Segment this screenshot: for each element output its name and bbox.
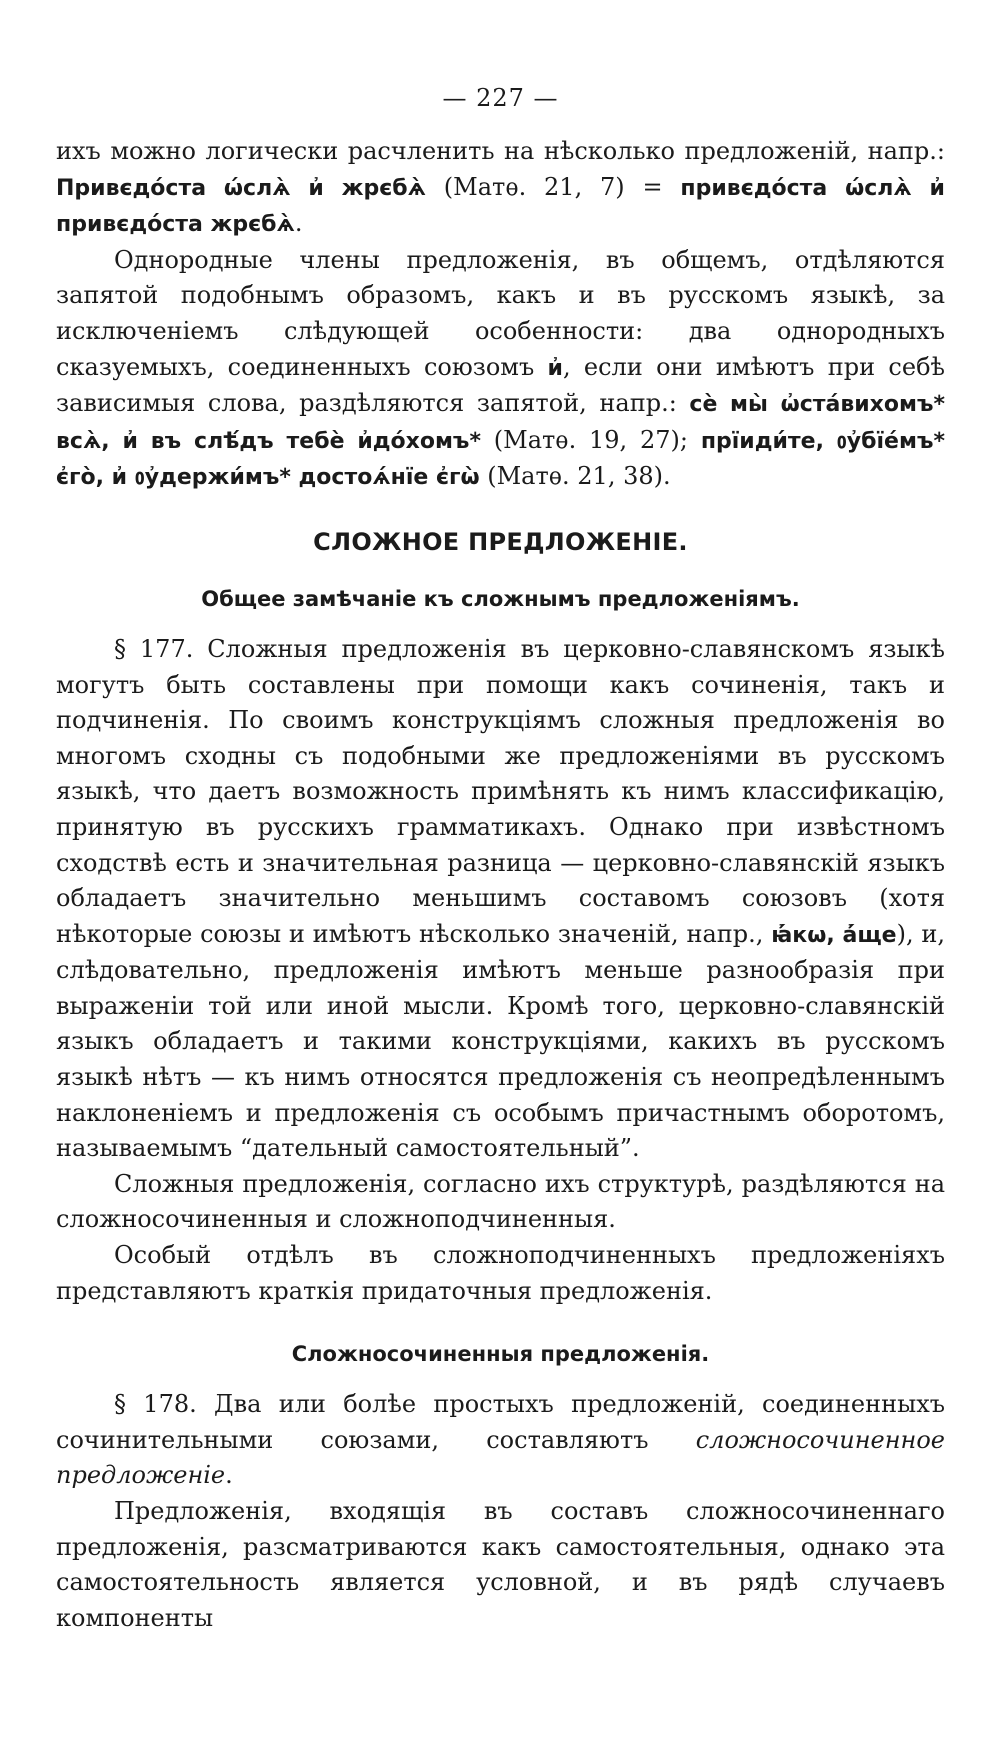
paragraph-177 xyxy=(56,632,945,1167)
paragraph-178 xyxy=(56,1387,945,1494)
church-slavonic-quote: сѐ мы̀ ѡ҆ста́вихомъ* всѧ̀, и҆ въ слѣ́дъ тебѐ и҆до́хомъ* xyxy=(56,392,946,454)
text-run: § 178. Два или болѣе простыхъ предложеній, соединенныхъ сочинительными союзами, составляютъ xyxy=(56,1390,945,1454)
paragraph-continuation xyxy=(56,134,945,243)
text-run: ), и, слѣдовательно, предложенія имѣютъ меньше разнообразія при выраженіи той или иной мысли. Кромѣ того, церковно-славянскій языкъ обладаетъ и такими конструкціями, какихъ въ русскомъ языкѣ нѣтъ — къ нимъ относятся предложенія съ неопредѣленнымъ наклоненіемъ и предложенія съ особымъ причастнымъ оборотомъ, называемымъ “дательный самостоятельный”. xyxy=(56,919,945,1163)
text-run: . xyxy=(294,209,303,238)
paragraph-classification: Сложныя предложенія, согласно ихъ структурѣ, раздѣляются на сложносочиненныя и сложноподчиненныя. xyxy=(56,1169,945,1234)
text-run: . xyxy=(225,1461,233,1490)
subsection-heading: Общее замѣчаніе къ сложнымъ предложеніямъ. xyxy=(201,586,800,611)
paragraph-last: Предложенія, входящія въ составъ сложносочиненнаго предложенія, разсматриваются какъ самостоятельныя, однако эта самостоятельность является условной, и въ рядѣ случаевъ компоненты xyxy=(56,1497,945,1632)
church-slavonic-quote: Привєдо́ста ѡ́слѧ̀ и҆ жрєбѧ̀ xyxy=(56,175,426,201)
paragraph-homogeneous-members xyxy=(56,243,945,496)
text-run: (Матѳ. 19, 27); xyxy=(480,425,701,454)
text-run: (Матѳ. 21, 38). xyxy=(479,462,671,491)
text-run: , если они имѣютъ при себѣ зависимыя слова, раздѣляются запятой, напр.: xyxy=(56,352,945,418)
subsection-heading: Сложносочиненныя предложенія. xyxy=(291,1342,710,1367)
text-run: § 177. Сложныя предложенія въ церковно-славянскомъ языкѣ могутъ быть составлены при помощи какъ сочиненія, такъ и подчиненія. По своимъ конструкціямъ сложныя предложенія во многомъ сходны съ подобными же предложеніями въ русскомъ языкѣ, что даетъ возможность примѣнять къ нимъ классификацію, принятую въ русскихъ грамматикахъ. Однако при извѣстномъ сходствѣ есть и значительная разница — церковно-славянскій языкъ обладаетъ значительно меньшимъ составомъ союзовъ (хотя нѣкоторые союзы и имѣютъ нѣсколько значеній, напр., xyxy=(56,634,945,948)
italic-term: сложносочиненное предложеніе xyxy=(56,1425,945,1490)
page-number: — 227 — xyxy=(442,84,559,112)
church-slavonic-quote: привєдо́ста ѡ́слѧ̀ и҆ привєдо́ста жрєбѧ̀ xyxy=(56,175,945,238)
church-slavonic-word: ꙗ҆́кѡ, а҆́ще xyxy=(771,922,897,948)
section-heading: СЛОЖНОЕ ПРЕДЛОЖЕНІЕ. xyxy=(313,527,688,556)
church-slavonic-word: и҆ xyxy=(547,355,563,381)
paragraph-special-section: Особый отдѣлъ въ сложноподчиненныхъ предложеніяхъ представляютъ краткія придаточныя предложенія. xyxy=(56,1241,945,1305)
text-run: (Матѳ. 21, 7) = xyxy=(425,172,681,201)
church-slavonic-quote: прїиди́те, ᲂу҆бїе́мъ* є҆го̀, и҆ ᲂу҆держи́мъ* достоѧ́нїе є҆гѡ̀ xyxy=(56,428,945,491)
text-run: ихъ можно логически расчленить на нѣсколько предложеній, напр.: xyxy=(56,137,945,165)
text-run: Однородные члены предложенія, въ общемъ, отдѣляются запятой подобнымъ образомъ, какъ и въ русскомъ языкѣ, за исключеніемъ слѣдующей особенности: два однородныхъ сказуемыхъ, соединенныхъ союзомъ xyxy=(56,245,945,381)
